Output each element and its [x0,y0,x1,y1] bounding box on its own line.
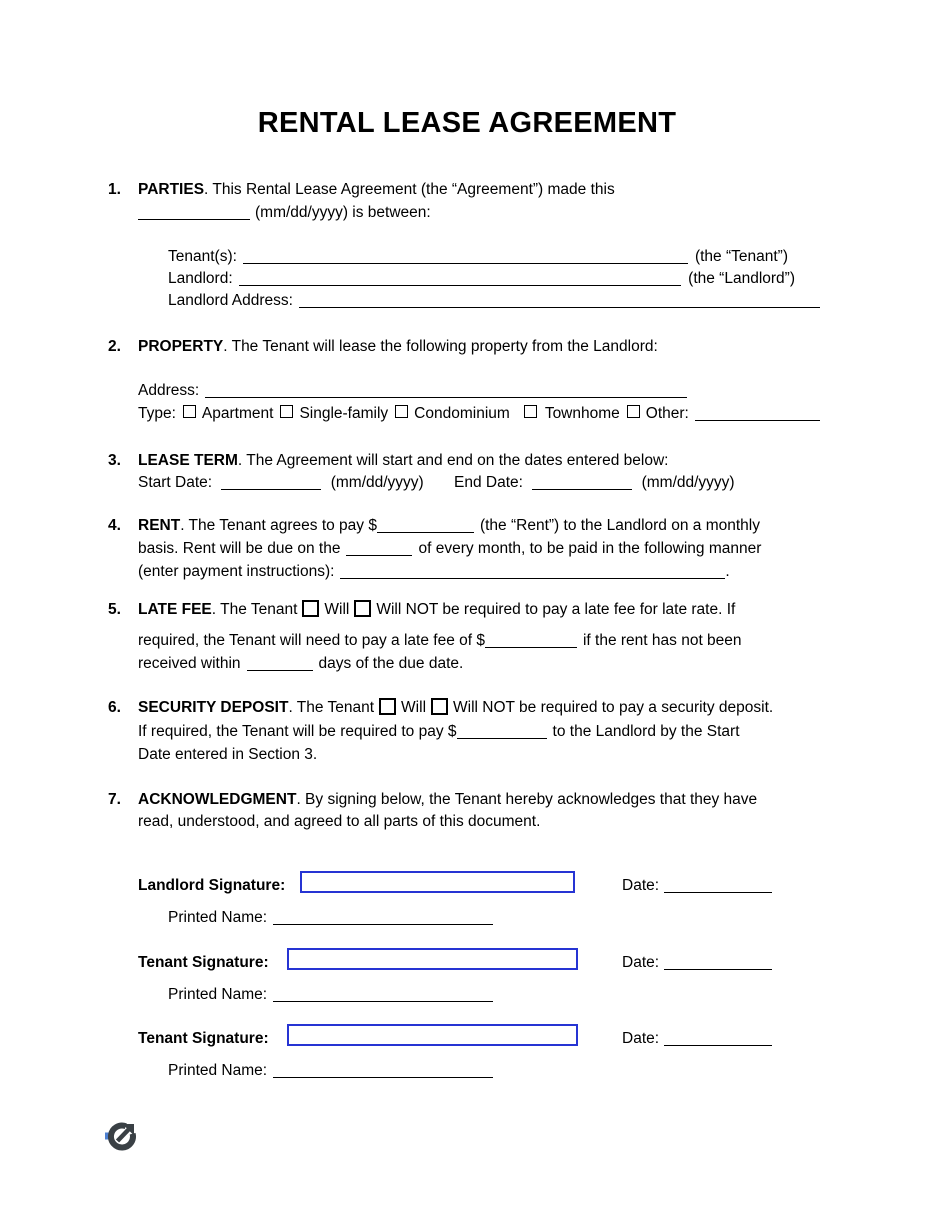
property-type-label: Type: [138,405,176,422]
circular-arrow-icon [105,1118,141,1154]
landlord-label: Landlord: [168,270,233,287]
late-fee-line-1 [108,598,735,621]
section-heading-rent: RENT [138,517,181,534]
deposit-will-not-text: Will NOT be required to pay a security deposit. [453,699,774,716]
lease-term-dates-line [138,471,735,494]
tenant-printed-name-label: Printed Name: [168,986,268,1003]
section-heading-acknowledgment: ACKNOWLEDGMENT [138,791,297,808]
end-date-blank [532,476,632,490]
rent-line1-pre: . The Tenant agrees to pay $ [180,517,377,534]
section-number: 4. [108,517,121,534]
landlord-printed-name-label: Printed Name: [168,909,268,926]
type-other-checkbox[interactable] [627,405,640,418]
parties-line-2 [138,201,431,224]
security-deposit-line1-pre: . The Tenant [288,699,375,716]
rent-line3-end: . [725,563,730,580]
security-deposit-line-1 [108,696,773,719]
type-townhome-label: Townhome [544,405,620,422]
start-date-blank [221,476,321,490]
property-address-label: Address: [138,382,200,399]
agreement-date-blank [138,206,250,220]
landlord-suffix: (the “Landlord”) [688,270,795,287]
page-title: RENTAL LEASE AGREEMENT [257,107,677,139]
security-deposit-line-3 [138,743,317,766]
section-heading-parties: PARTIES [138,181,205,198]
deposit-amount-blank [457,725,547,739]
landlord-signature-field[interactable] [300,871,575,893]
rent-line2-pre: basis. Rent will be due on the [138,540,341,557]
rent-due-day-blank [346,542,412,556]
section-number: 7. [108,791,121,808]
rent-line-3 [138,560,730,583]
deposit-will-label: Will [401,699,427,716]
rent-amount-blank [377,519,474,533]
end-date-label: End Date: [454,474,523,491]
section-heading-lease-term: LEASE TERM [138,452,238,469]
tenant2-printed-name-label: Printed Name: [168,1062,268,1079]
acknowledgment-line-2 [138,810,540,833]
tenant2-printed-name-blank [273,1064,493,1078]
security-deposit-line2-post: to the Landlord by the Start [552,723,740,740]
landlord-name-blank [239,272,682,286]
tenant-label: Tenant(s): [168,248,237,265]
security-deposit-line-2 [138,720,740,743]
start-date-label: Start Date: [138,474,213,491]
section-number: 2. [108,338,121,355]
property-intro-text: . The Tenant will lease the following property from the Landlord: [223,338,658,355]
property-address-row [138,379,687,402]
rent-line-2 [138,537,761,560]
landlord-printed-name-blank [273,911,493,925]
late-fee-days-blank [247,657,313,671]
tenant-signature-label: Tenant Signature: [138,954,269,971]
late-fee-amount-blank [485,634,577,648]
start-date-format: (mm/dd/yyyy) [330,474,424,491]
landlord-address-label: Landlord Address: [168,292,293,309]
tenant-signature-field[interactable] [287,948,578,970]
tenant2-printed-name-row [168,1059,493,1082]
late-fee-will-not-text: Will NOT be required to pay a late fee for late rate. If [376,601,736,618]
tenant-name-blank [243,250,688,264]
landlord-row [168,267,795,290]
landlord-printed-name-row [168,906,493,929]
rent-line3-pre: (enter payment instructions): [138,563,335,580]
tenant-date-label: Date: [622,954,660,971]
tenant-row [168,245,788,268]
type-apartment-checkbox[interactable] [183,405,196,418]
late-fee-line2-post: if the rent has not been [582,632,742,649]
landlord-address-row [168,289,820,312]
landlord-date-label: Date: [622,877,660,894]
property-address-blank [205,384,687,398]
type-single-family-checkbox[interactable] [280,405,293,418]
rent-line-1 [108,514,760,537]
type-other-label: Other: [645,405,689,422]
late-fee-line2-pre: required, the Tenant will need to pay a late fee of $ [138,632,485,649]
rent-line1-post: (the “Rent”) to the Landlord on a monthly [479,517,760,534]
rent-line2-post: of every month, to be paid in the following manner [418,540,762,557]
tenant-printed-name-row [168,983,493,1006]
section-heading-late-fee: LATE FEE [138,601,212,618]
property-type-row [138,402,820,425]
type-condominium-checkbox[interactable] [395,405,408,418]
landlord-address-blank [299,294,820,308]
type-single-family-label: Single-family [299,405,389,422]
security-deposit-line2-pre: If required, the Tenant will be required to pay $ [138,723,457,740]
type-townhome-checkbox[interactable] [524,405,537,418]
tenant2-signature-field[interactable] [287,1024,578,1046]
type-apartment-label: Apartment [201,405,274,422]
acknowledgment-line-1 [108,788,757,811]
tenant-date-blank [664,956,772,970]
deposit-will-not-checkbox[interactable] [431,698,448,715]
section-number: 5. [108,601,121,618]
late-fee-line3-pre: received within [138,655,241,672]
landlord-signature-label: Landlord Signature: [138,877,286,894]
section-heading-property: PROPERTY [138,338,224,355]
tenant2-date-blank [664,1032,772,1046]
parties-intro-text: . This Rental Lease Agreement (the “Agreement”) made this [204,181,615,198]
landlord-date-row [622,874,772,897]
late-fee-line3-post: days of the due date. [318,655,464,672]
section-number: 3. [108,452,121,469]
section-number: 6. [108,699,121,716]
late-fee-will-checkbox[interactable] [302,600,319,617]
late-fee-will-label: Will [324,601,350,618]
acknowledgment-line2-text: read, understood, and agreed to all parts of this document. [138,813,541,830]
type-condominium-label: Condominium [414,405,510,422]
lease-term-intro-text: . The Agreement will start and end on the dates entered below: [237,452,669,469]
tenant-printed-name-blank [273,988,493,1002]
acknowledgment-intro-text: . By signing below, the Tenant hereby acknowledges that they have [296,791,758,808]
landlord-date-blank [664,879,772,893]
tenant-suffix: (the “Tenant”) [694,248,788,265]
deposit-will-checkbox[interactable] [379,698,396,715]
tenant2-signature-label: Tenant Signature: [138,1030,269,1047]
section-heading-security-deposit: SECURITY DEPOSIT [138,699,289,716]
late-fee-line1-pre: . The Tenant [211,601,298,618]
end-date-format: (mm/dd/yyyy) [641,474,735,491]
payment-instructions-blank [340,565,725,579]
type-other-blank [695,407,820,421]
section-number: 1. [108,181,121,198]
parties-date-format-text: (mm/dd/yyyy) is between: [255,204,431,221]
tenant2-date-label: Date: [622,1030,660,1047]
late-fee-line-2 [138,629,742,652]
property-line-1 [108,335,658,358]
lease-term-line-1 [108,449,668,472]
late-fee-line-3 [138,652,463,675]
late-fee-will-not-checkbox[interactable] [354,600,371,617]
tenant2-date-row [622,1027,772,1050]
tenant-date-row [622,951,772,974]
parties-line-1 [108,178,615,201]
security-deposit-line3-text: Date entered in Section 3. [138,746,318,763]
